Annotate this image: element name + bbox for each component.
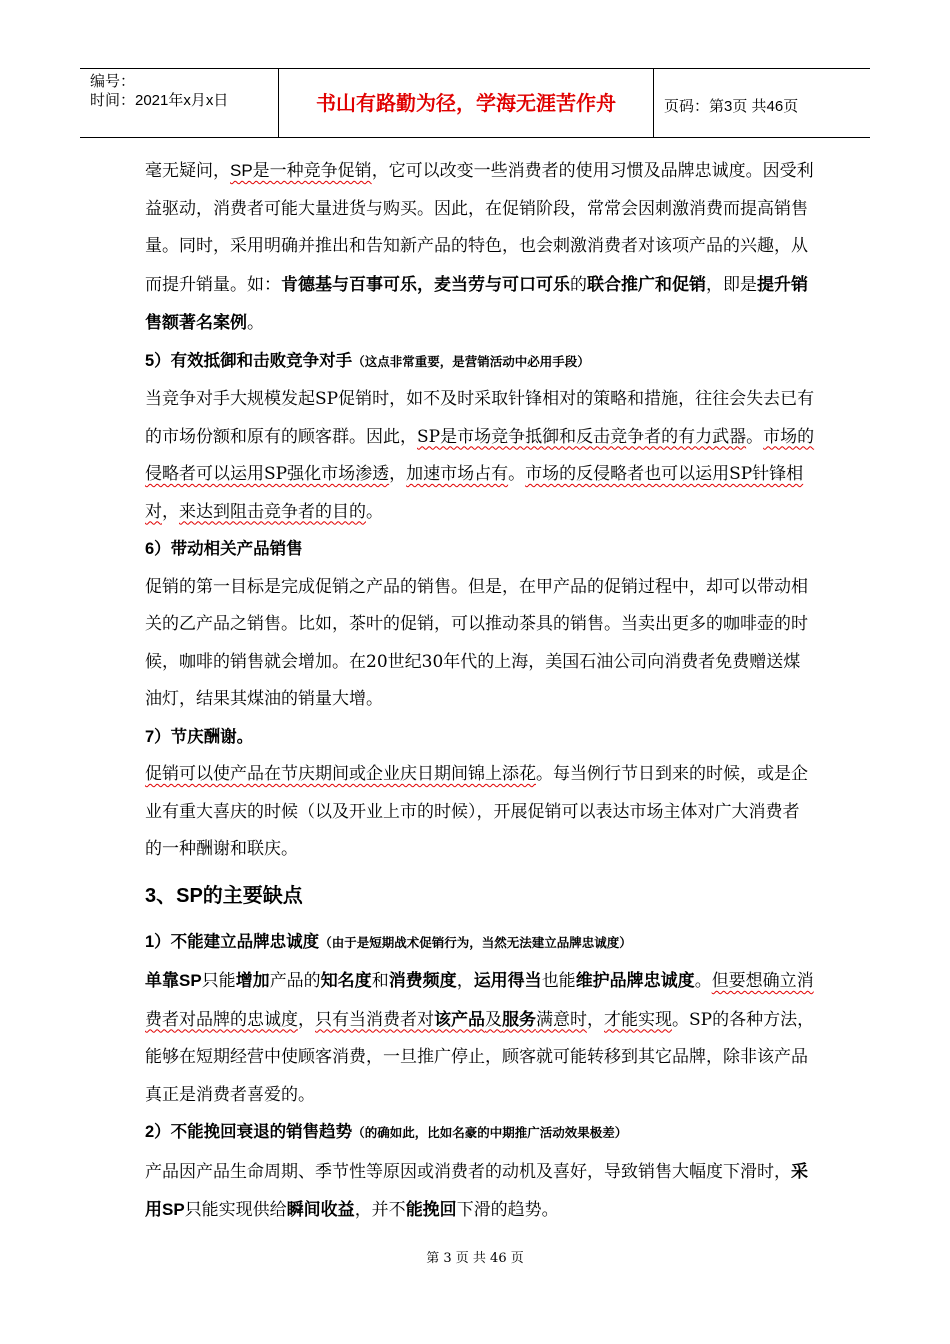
bold-text: 肯德基与百事可乐，麦当劳与可口可乐 [281,274,570,294]
bold-text: 能挽回 [405,1200,457,1219]
underlined-text: 促销可以使产品在节庆期间或企业庆日期间锦上添花 [145,764,536,784]
paragraph-defense [145,381,815,531]
text-run: 下滑的趋势。 [456,1200,559,1220]
page-footer: 第 3 页 共 46 页 [426,1251,524,1266]
bold-text: 联合推广和促销 [587,274,706,294]
text-run: 当竞争对手大规模发起SP促销时，如不及时采取针锋相对的策略和措施，往往会失去已有的市场份额和原有的顾客群。因此， [145,389,815,447]
motto-text: 书山有路勤为径，学海无涯苦作舟 [316,91,616,115]
text-run: 只有当消费者对 [315,1009,434,1030]
underlined-text: 市场的反侵略者也可以运用SP针锋相对 [145,464,804,522]
text-run: 。SP的各种方法，能够在短期经营中使顾客消费，一旦推广停止，顾客就可能转移到其它品牌，除非该产品真正是消费者喜爱的。 [145,1009,815,1105]
text-run: 毫无疑问， [145,161,230,181]
heading-note: （由于是短期战术促销行为，当然无法建立品牌忠诚度） [319,935,632,950]
bold-text: 瞬间收益 [286,1200,355,1219]
text-run: 。每当例行节日到来的时候，或是企业有重大喜庆的时候（以及开业上市的时候），开展促销可以表达市场主体对广大消费者的一种酬谢和联庆。 [145,764,808,859]
text-run: 产品因产品生命周期、季节性等原因或消费者的动机及喜好，导致销售大幅度下滑时， [145,1161,791,1182]
text-run: 只能实现供给 [184,1200,287,1220]
heading-2 [145,1114,815,1153]
header-page-cell [654,69,870,137]
bold-text: 采用SP [145,1161,808,1219]
underlined-text: 市场的侵略者可以运用SP强化市场渗透 [145,426,815,484]
document-body [145,152,815,1230]
page-number-label: 页码：第3页 共46页 [664,98,799,115]
bold-text: 单靠SP [145,971,202,990]
paragraph-related-products: 促销的第一目标是完成促销之产品的销售。但是，在甲产品的促销过程中，却可以带动相关的乙产品之销售。比如，茶叶的促销，可以推动茶具的销售。当卖出更多的咖啡壶的时候，咖啡的销售就会增加。在20世纪30年代的上海，美国石油公司向消费者免费赠送煤油灯，结果其煤油的销量大增。 [145,576,808,709]
heading-1 [145,924,815,963]
underlined-text: 加速市场占有 [406,464,509,484]
heading-title: 5）有效抵御和击败竞争对手 [145,351,353,370]
text-run: 。 [366,501,383,522]
page-header [80,68,870,138]
text-run: ，它可以改变一些消费者的使用习惯及品牌忠诚度。因受利益驱动，消费者可能大量进货与购买。因此，在促销阶段，常常会因刺激消费而提高销售量。同时，采用明确并推出和告知新产品的特色，也会刺激消费者对该项产品的兴趣，从而提升销量。如： [145,161,814,295]
text-run: 的 [570,274,587,295]
paragraph-decline [145,1153,815,1230]
text-run: 产品的 [269,971,321,991]
text-run: 。 [694,971,712,991]
bold-text: 知名度 [320,971,372,990]
section-heading-3: 3、SP的主要缺点 [145,884,303,907]
text-run: ， [162,501,179,522]
text-run: 。 [247,313,264,333]
text-run: 。 [508,464,526,484]
underlined-text: 才能实现 [604,1009,672,1030]
bold-text: 维护品牌忠诚度 [575,971,695,990]
text-run: ， [456,971,474,991]
text-run: ， [587,1009,604,1030]
bold-text: 消费频度 [388,971,457,990]
bold-text: 提升销售额著名案例 [145,274,808,332]
text-run: 和 [371,971,389,991]
text-run: 也能 [541,971,576,991]
heading-5 [145,343,815,382]
underlined-text: SP是市场竞争抵御和反击竞争者的有力武器 [417,426,747,447]
heading-note: （这点非常重要，是营销活动中必用手段） [352,354,590,369]
heading-note: （的确如此，比如名豪的中期推广活动效果极差） [352,1126,628,1140]
heading-title: 2）不能挽回衰退的销售趋势 [145,1123,353,1141]
time-label: 时间：2021年x月x日 [90,92,229,109]
paragraph-festival [145,756,815,869]
paragraph-sp-competition [145,152,815,343]
underlined-text: SP是一种竞争促销 [230,161,372,180]
text-run: ， [298,1009,315,1030]
text-run: 满意时 [536,1009,587,1030]
paragraph-brand-loyalty [145,962,815,1114]
heading-6 [145,531,815,569]
bold-text: 运用得当 [473,971,542,990]
text-run: ， [389,464,407,484]
code-label: 编号： [90,73,136,90]
text-run: 只能 [201,971,236,991]
heading-title: 1）不能建立品牌忠诚度 [145,932,320,951]
heading-7 [145,719,815,757]
heading-title: 7）节庆酬谢。 [145,727,254,746]
text-run: ，并不 [354,1200,406,1220]
underlined-text: 但要想确立消费者对品牌的忠诚度 [145,971,814,1030]
bold-text: 增加 [235,971,270,990]
text-run: ，即是 [706,274,757,295]
bold-text: 服务 [502,1009,536,1029]
text-run: 及 [485,1009,502,1030]
header-motto-cell [279,69,654,137]
text-run: 。 [746,426,764,447]
underlined-text [315,1010,587,1030]
underlined-text: 来达到阻击竞争者的目的 [179,501,366,522]
bold-text: 该产品 [434,1009,485,1029]
heading-title: 6）带动相关产品销售 [145,540,303,558]
header-info-cell [80,69,279,137]
